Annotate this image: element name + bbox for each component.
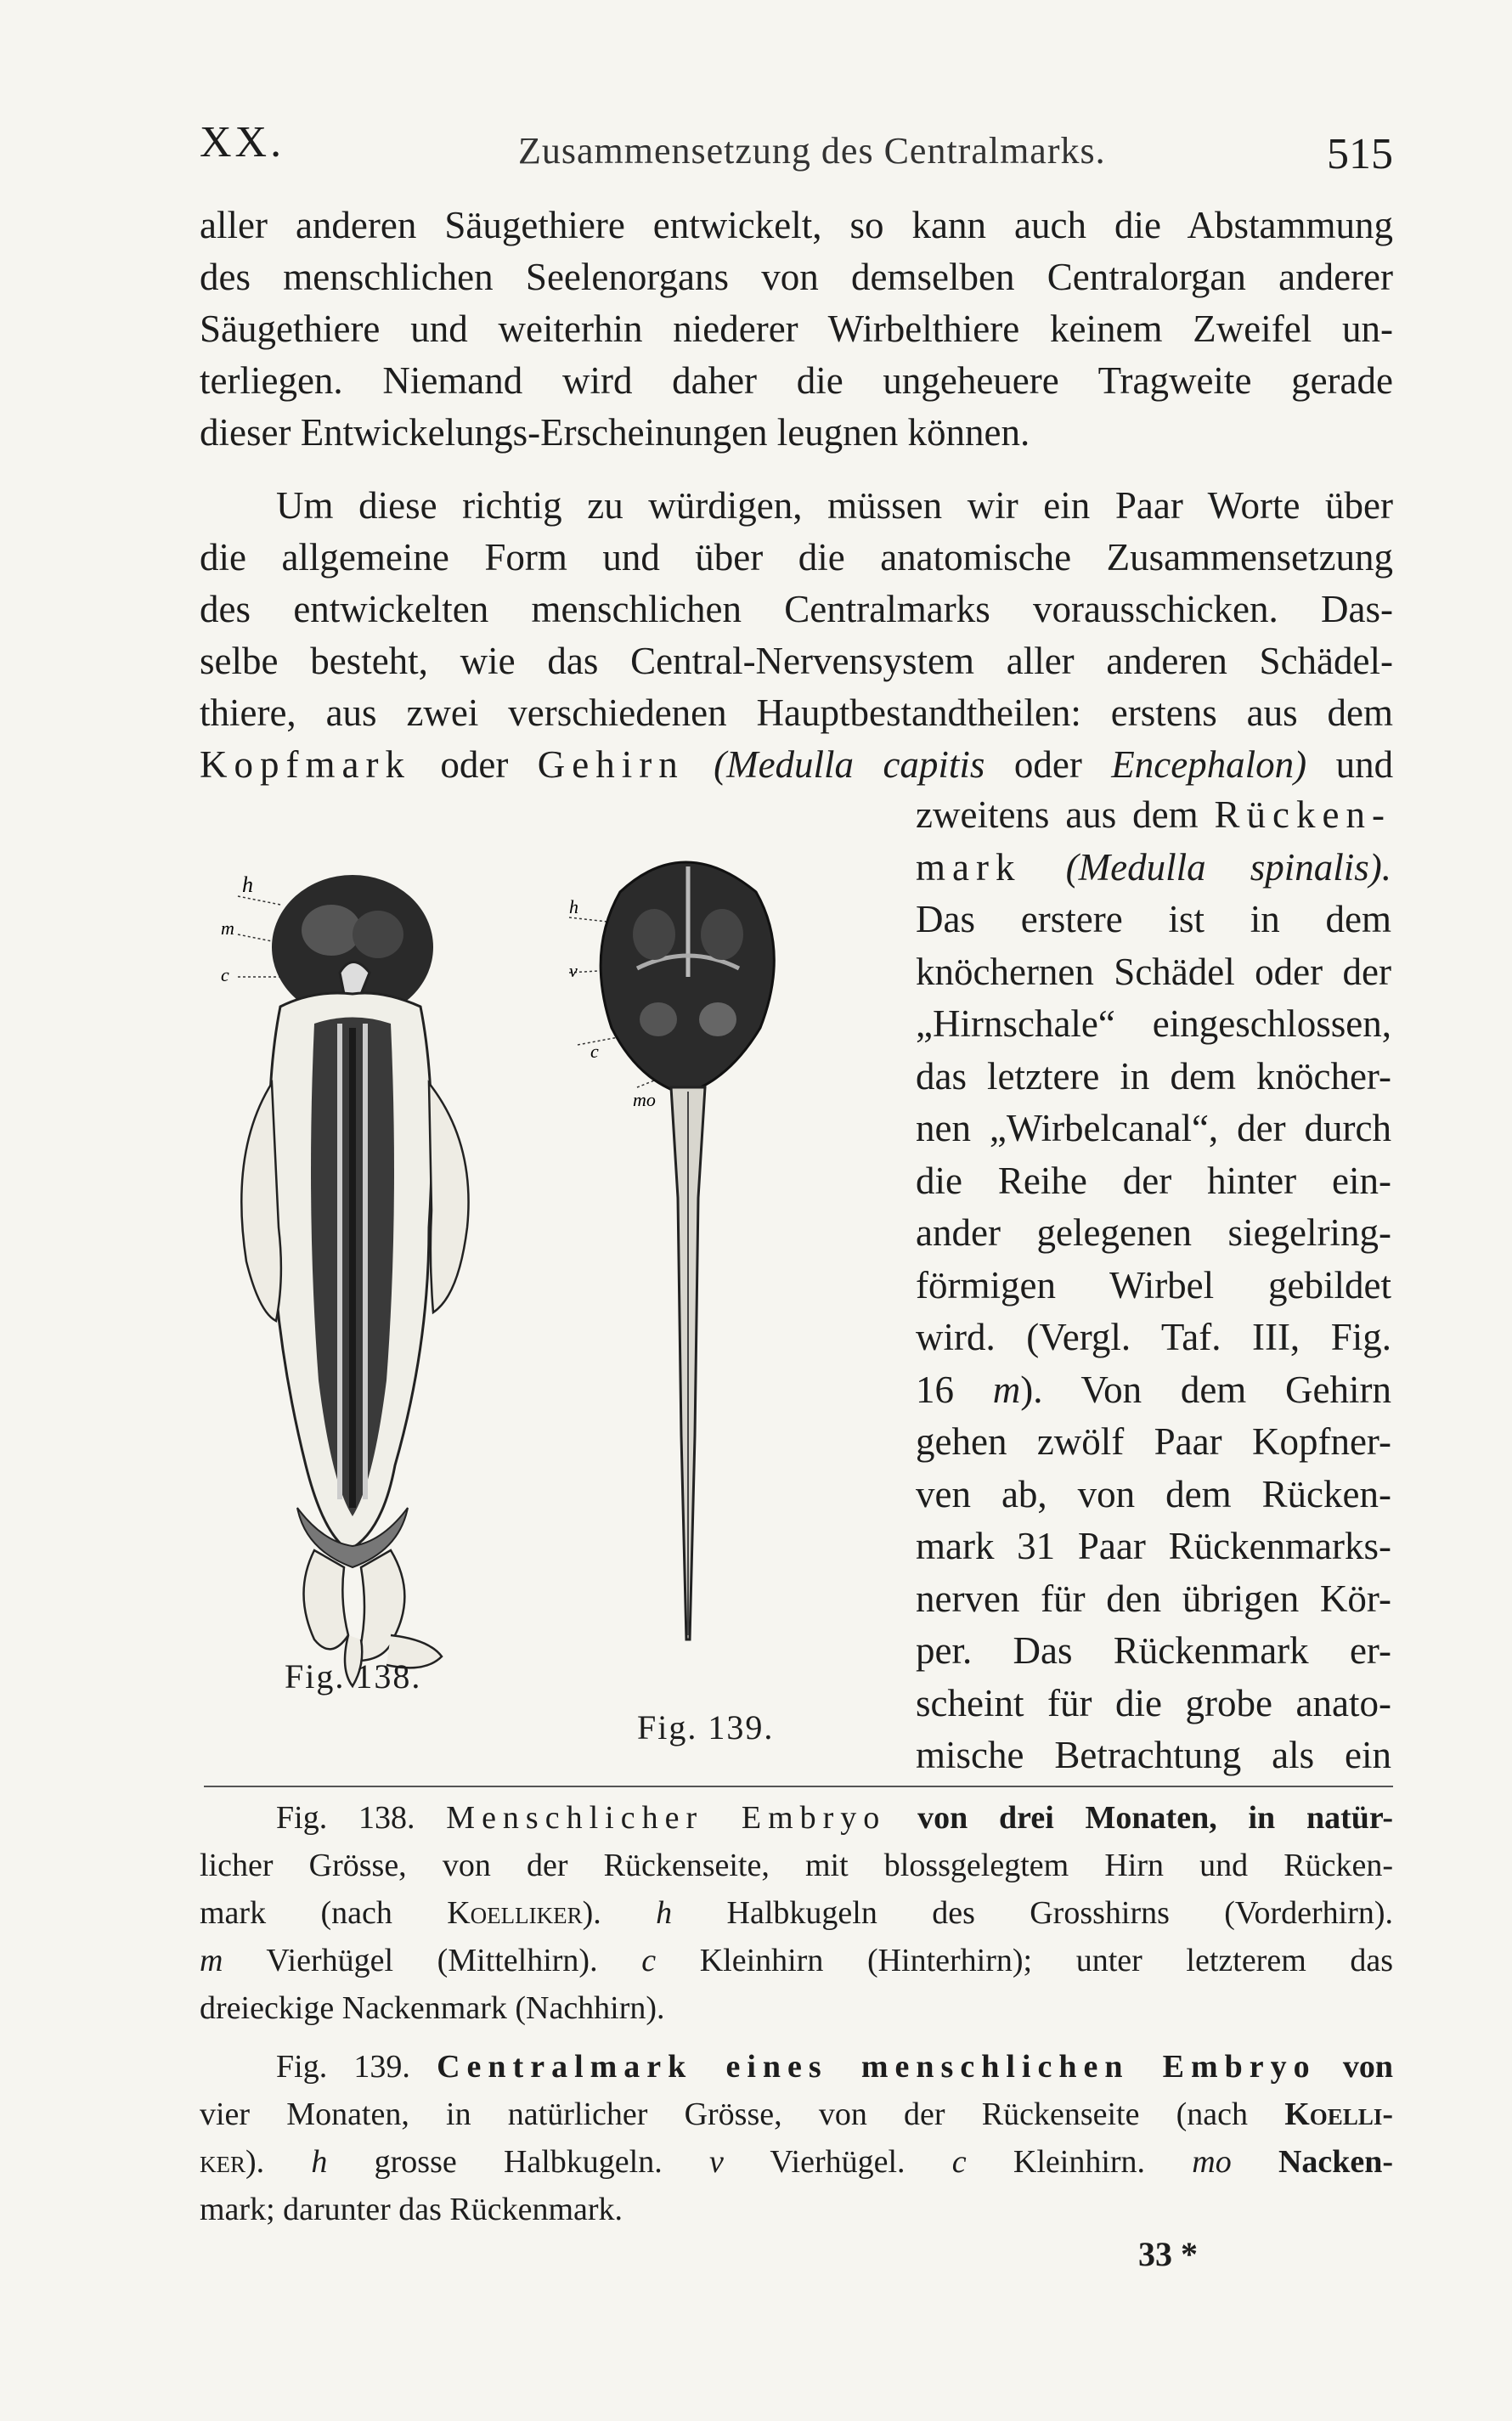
paragraph-1 [200,200,1393,459]
printer-signature-mark: 33 * [1138,2235,1198,2273]
label-h: h [569,896,578,917]
text-run: Kleinhirn. [1013,2144,1146,2180]
label-m: m [221,917,234,939]
page-number: 515 [1327,130,1393,178]
figure-letter: m [992,1368,1021,1411]
latin-term: (Medulla spinalis). [1065,845,1391,889]
text-run: ). [245,2144,265,2180]
text-line: knöchernen Schädel oder der [916,950,1391,993]
text-line: des entwickelten menschlichen Centralmarks vorausschicken. Das- [200,588,1393,630]
paragraph-2 [200,480,1393,791]
running-title: Zusammensetzung des Centralmarks. [518,130,1106,172]
footnote-rule [204,1786,1393,1787]
text-line: wird. (Vergl. Taf. III, Fig. [916,1316,1391,1358]
text-line: ander gelegenen siegelring- [916,1211,1391,1254]
text-line: mische Betrachtung als ein [916,1734,1391,1776]
text-line [200,739,1393,791]
text-line: gehen zwölf Paar Kopfner- [916,1420,1391,1463]
author-name: Koelli- [1284,2097,1393,2132]
label-c: c [590,1041,599,1062]
caption-line [200,1889,1393,1937]
text-line: die allgemeine Form und über die anatomische Zusammensetzung [200,536,1393,578]
label-v: v [569,960,578,981]
word: und [1335,743,1393,786]
figure-letter: c [641,1943,657,1978]
text-line: aller anderen Säugethiere entwickelt, so kann auch die Abstammung [200,204,1393,246]
text-line: dieser Entwickelungs-Erscheinungen leugnen können. [200,411,1030,454]
text-line: Das erstere ist in dem [916,898,1391,940]
text-line: nen „Wirbelcanal“, der durch [916,1107,1391,1149]
text-line: terliegen. Niemand wird daher die ungeheuere Tragweite gerade [200,359,1393,402]
text-line [916,842,1391,894]
caption-line [200,2091,1393,2138]
author-name: ker [200,2144,245,2180]
caption-term: Menschlicher Embryo [446,1800,887,1836]
text-run: zweitens aus dem [916,793,1199,836]
figure-138-embryo [212,871,484,1695]
text-run: von [1342,2049,1393,2085]
caption-line: dreieckige Nackenmark (Nachhirn). [200,1990,665,2026]
text-line: thiere, aus zwei verschiedenen Hauptbestandtheilen: erstens aus dem [200,691,1393,734]
text-line: des menschlichen Seelenorgans von demselben Centralorgan anderer [200,256,1393,298]
figure-letter: mo [1192,2144,1232,2180]
term-gehirn: Gehirn [537,743,685,786]
figure-139-central-nervous-system [552,841,815,1690]
text-run: mark (nach [200,1895,392,1931]
caption-line [200,2043,1393,2091]
text-line [916,1364,1391,1417]
figure-letter: m [200,1943,223,1978]
caption-line: licher Grösse, von der Rückenseite, mit blossgelegtem Hirn und Rücken- [200,1848,1393,1883]
text-line: „Hirnschale“ eingeschlossen, [916,1002,1391,1045]
text-line: die Reihe der hinter ein- [916,1159,1391,1202]
text-run: Fig. 139. [276,2049,410,2085]
text-run: Fig. 138. [276,1800,415,1836]
text-line: per. Das Rückenmark er- [916,1629,1391,1672]
text-line: ven ab, von dem Rücken- [916,1472,1391,1515]
caption-line: mark; darunter das Rückenmark. [200,2192,623,2227]
text-line: Um diese richtig zu würdigen, müssen wir ein Paar Worte über [276,484,1393,527]
author-name: Koelliker [447,1895,583,1931]
word: oder [440,743,509,786]
text-line: scheint für die grobe anato- [916,1681,1391,1724]
figure-letter: c [951,2144,967,2180]
text-run: von drei Monaten, in natür- [917,1800,1393,1836]
figure-letter: v [708,2144,724,2180]
text-run: 16 [916,1368,954,1411]
term-ruecken: Rücken- [1214,793,1391,836]
figure-139-label: Fig. 139. [637,1708,775,1747]
figure-139-caption [200,2043,1393,2233]
caption-line [200,1794,1393,1842]
text-run: ). [582,1895,601,1931]
caption-term: Centralmark eines menschlichen Embryo [437,2049,1317,2085]
caption-line [200,1937,1393,1984]
latin-term: (Medulla capitis [714,743,985,786]
right-column-text [916,789,1391,1782]
text-line: nerven für den übrigen Kör- [916,1577,1391,1620]
text-run: Vierhügel. [770,2144,906,2180]
text-run: Kleinhirn (Hinterhirn); unter letzterem das [699,1943,1393,1978]
latin-term: Encephalon) [1111,743,1307,786]
word: oder [1013,743,1082,786]
label-mo: mo [633,1089,656,1110]
text-run: Nacken- [1278,2144,1393,2180]
text-line: selbe besteht, wie das Central-Nervensystem aller anderen Schädel- [200,640,1393,682]
text-run: ). Von dem Gehirn [1020,1368,1391,1411]
figure-138-caption [200,1794,1393,2032]
text-run: Halbkugeln des Grosshirns (Vorderhirn). [726,1895,1393,1931]
text-line: mark 31 Paar Rückenmarks- [916,1525,1391,1567]
label-h: h [242,872,253,897]
figure-138-label: Fig. 138. [285,1657,422,1696]
label-c: c [221,964,229,985]
figure-letter: h [656,1895,673,1931]
text-run: vier Monaten, in natürlicher Grösse, von der Rückenseite (nach [200,2097,1249,2132]
caption-line [200,2138,1393,2186]
text-run: grosse Halbkugeln. [374,2144,663,2180]
chapter-number: XX. [200,118,285,166]
text-line: förmigen Wirbel gebildet [916,1263,1391,1306]
text-line: das letztere in dem knöcher- [916,1054,1391,1098]
term-kopfmark: Kopfmark [200,743,411,786]
figure-letter: h [311,2144,328,2180]
text-run: Vierhügel (Mittelhirn). [266,1943,598,1978]
term-mark: mark [916,845,1022,889]
text-line [916,789,1391,842]
text-line: Säugethiere und weiterhin niederer Wirbelthiere keinem Zweifel un- [200,308,1393,350]
page-header [200,110,1393,187]
